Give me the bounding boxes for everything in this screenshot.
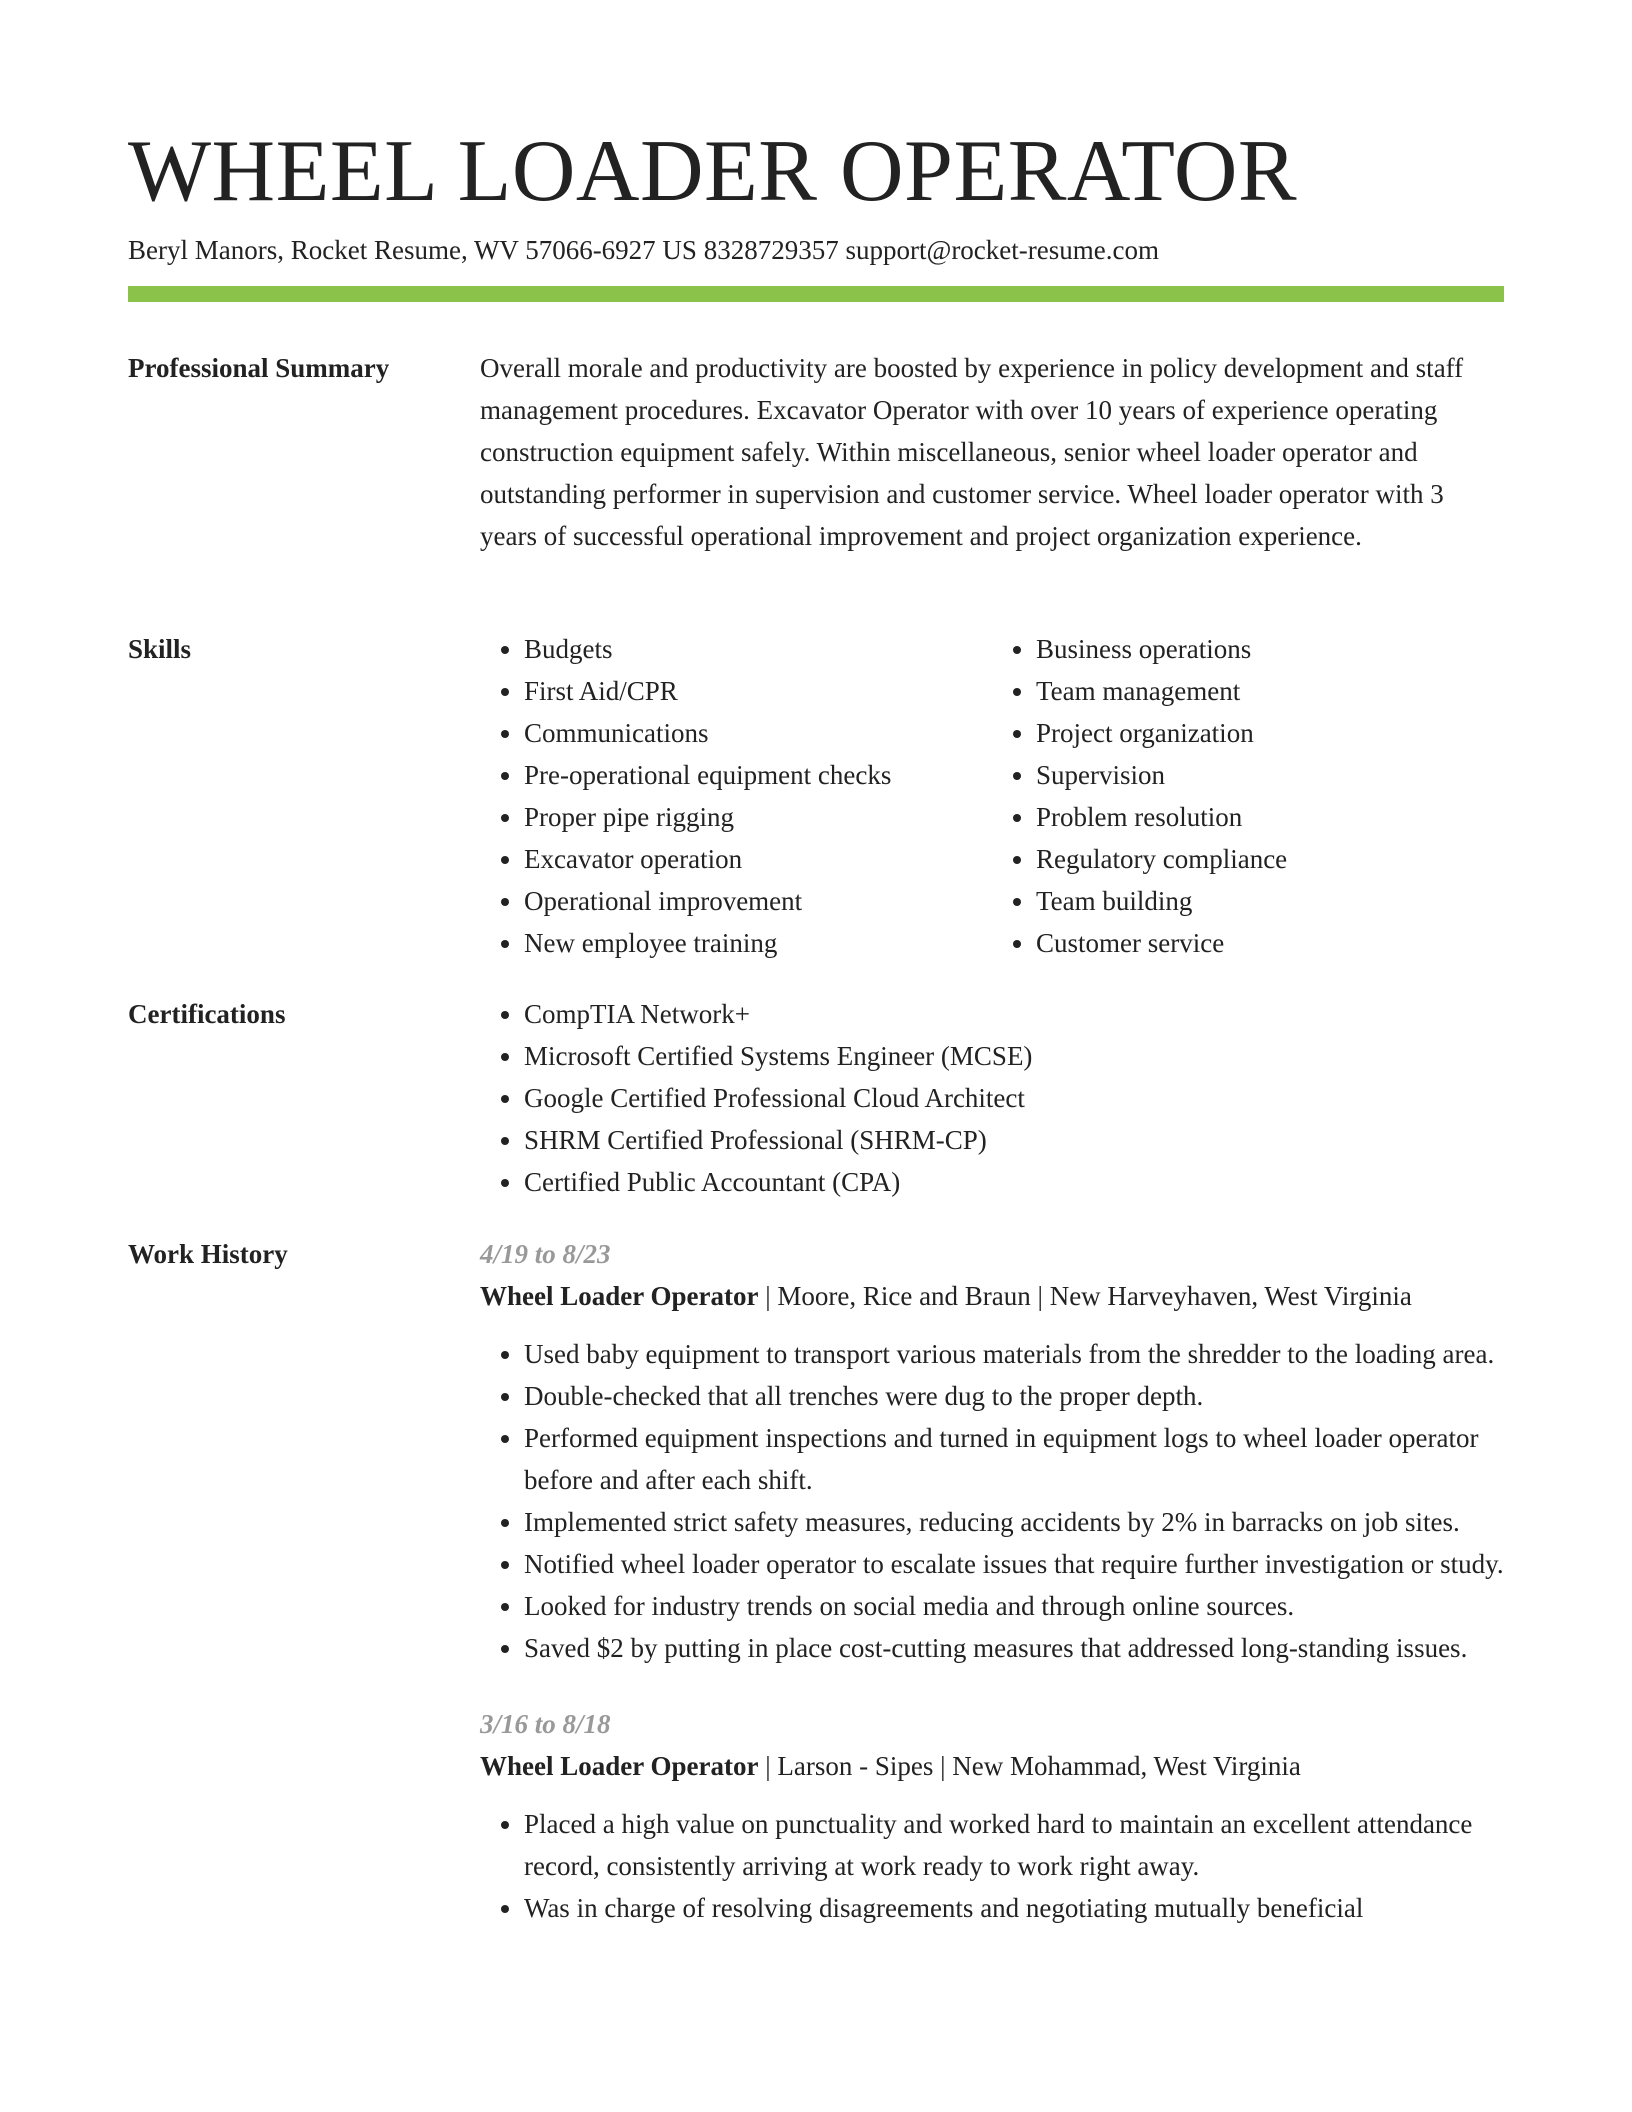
list-item: • Certified Public Accountant (CPA) <box>524 1161 1504 1203</box>
section-title-skills: Skills <box>128 634 192 664</box>
contact-line: Beryl Manors, Rocket Resume, WV 57066-6927 US 8328729357 support@rocket-resume.com <box>128 235 1159 265</box>
skills-list-right <box>992 628 1504 964</box>
job-bullets <box>480 1333 1504 1669</box>
list-item: • Excavator operation <box>524 838 992 880</box>
job-title: Wheel Loader Operator <box>480 1751 759 1781</box>
list-item: • Customer service <box>1036 922 1504 964</box>
job-bullet: • Used baby equipment to transport various materials from the shredder to the loading area. <box>524 1333 1504 1375</box>
list-item: • Regulatory compliance <box>1036 838 1504 880</box>
skills-columns <box>480 628 1504 964</box>
list-item: • Team building <box>1036 880 1504 922</box>
job-bullet: • Looked for industry trends on social media and through online sources. <box>524 1585 1504 1627</box>
accent-divider <box>128 286 1504 302</box>
list-item: • Supervision <box>1036 754 1504 796</box>
list-item: • Budgets <box>524 628 992 670</box>
certifications-list <box>480 993 1504 1203</box>
work-history-body <box>480 1233 1504 1929</box>
job-dates: 4/19 to 8/23 <box>480 1239 611 1269</box>
section-title-work-history: Work History <box>128 1239 288 1269</box>
list-item: • Business operations <box>1036 628 1504 670</box>
section-title-certifications: Certifications <box>128 999 286 1029</box>
candidate-name: WHEEL LOADER OPERATOR <box>128 123 1298 220</box>
job-bullet: • Notified wheel loader operator to escalate issues that require further investigation or study. <box>524 1543 1504 1585</box>
job-bullet: • Performed equipment inspections and turned in equipment logs to wheel loader operator before and after each shift. <box>524 1417 1504 1501</box>
list-item: • Google Certified Professional Cloud Architect <box>524 1077 1504 1119</box>
job-entry <box>480 1233 1504 1669</box>
list-item: • First Aid/CPR <box>524 670 992 712</box>
resume-header <box>128 118 1504 268</box>
list-item: • Microsoft Certified Systems Engineer (MCSE) <box>524 1035 1504 1077</box>
list-item: • Team management <box>1036 670 1504 712</box>
list-item: • Pre-operational equipment checks <box>524 754 992 796</box>
job-bullet: • Placed a high value on punctuality and worked hard to maintain an excellent attendance record, consistently arriving at work ready to work right away. <box>524 1803 1504 1887</box>
list-item: • CompTIA Network+ <box>524 993 1504 1035</box>
list-item: • Proper pipe rigging <box>524 796 992 838</box>
certifications-body <box>480 993 1504 1203</box>
job-bullet: • Saved $2 by putting in place cost-cutting measures that addressed long-standing issues. <box>524 1627 1504 1669</box>
list-item: • Problem resolution <box>1036 796 1504 838</box>
job-role-line <box>480 1275 1504 1317</box>
job-bullet: • Double-checked that all trenches were dug to the proper depth. <box>524 1375 1504 1417</box>
list-item: • Operational improvement <box>524 880 992 922</box>
job-role-line <box>480 1745 1504 1787</box>
job-employer-location: | Larson - Sipes | New Mohammad, West Virginia <box>758 1751 1301 1781</box>
job-bullets <box>480 1803 1504 1929</box>
list-item: • SHRM Certified Professional (SHRM-CP) <box>524 1119 1504 1161</box>
job-dates: 3/16 to 8/18 <box>480 1709 611 1739</box>
job-bullet: • Was in charge of resolving disagreements and negotiating mutually beneficial <box>524 1887 1504 1929</box>
skills-list-left <box>480 628 992 964</box>
job-title: Wheel Loader Operator <box>480 1281 759 1311</box>
job-bullet: • Implemented strict safety measures, reducing accidents by 2% in barracks on job sites. <box>524 1501 1504 1543</box>
summary-text: Overall morale and productivity are boosted by experience in policy development and staff management procedures. Excavator Operator with over 10 years of experience operating construction equipment safely. Within miscellaneous, senior wheel loader operator and outstanding performer in supervision and customer service. Wheel loader operator with 3 years of successful operational improvement and project organization experience. <box>480 353 1464 551</box>
job-employer-location: | Moore, Rice and Braun | New Harveyhaven, West Virginia <box>758 1281 1412 1311</box>
list-item: • New employee training <box>524 922 992 964</box>
list-item: • Communications <box>524 712 992 754</box>
list-item: • Project organization <box>1036 712 1504 754</box>
job-entry <box>480 1703 1504 1929</box>
section-title-summary: Professional Summary <box>128 353 390 383</box>
